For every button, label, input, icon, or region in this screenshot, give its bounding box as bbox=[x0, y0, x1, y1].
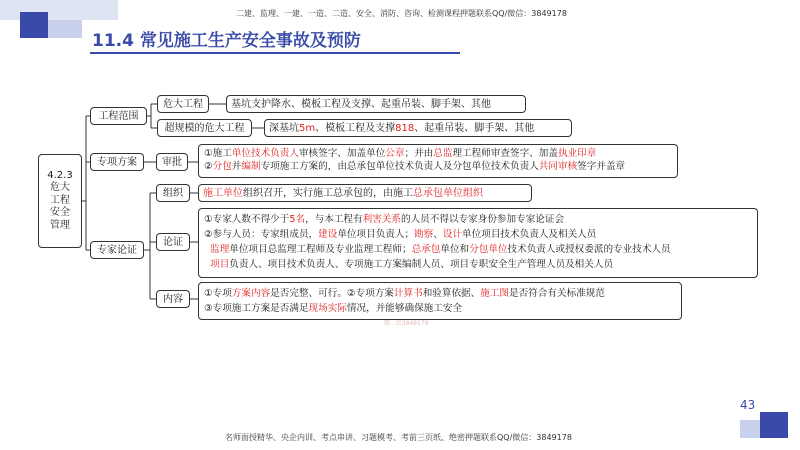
text-run: 是否完整、可行。②专项方案 bbox=[270, 288, 394, 299]
highlighted-text: 建设 bbox=[318, 229, 338, 240]
super-dangerous-content bbox=[264, 119, 572, 137]
scope-node: 工程范围 bbox=[90, 107, 147, 125]
highlighted-text: 5名 bbox=[289, 214, 306, 225]
highlighted-text: 5m bbox=[299, 122, 316, 134]
approval-content bbox=[198, 144, 678, 178]
text-run: 理工程师审查签字、加盖 bbox=[452, 148, 558, 159]
contents-line bbox=[204, 286, 676, 301]
argument-content bbox=[198, 208, 758, 278]
highlighted-text: 总监 bbox=[433, 148, 453, 159]
text-run: ② bbox=[204, 160, 213, 172]
text-run: 、模板工程及支撑 bbox=[315, 122, 396, 134]
contents-line bbox=[204, 301, 676, 316]
highlighted-text: 共同审核 bbox=[538, 160, 578, 172]
text-run: 专项施工方案的，由总承包单位技术负责人及分包单位技术负责人 bbox=[260, 160, 539, 172]
text-run: ③专项施工方案是否满足 bbox=[204, 303, 309, 314]
text-run: 的人员不得以专家身份参加专家论证会 bbox=[401, 214, 565, 225]
argument-line bbox=[204, 257, 752, 272]
highlighted-text: 施工图 bbox=[480, 288, 510, 299]
highlighted-text: 计算书 bbox=[393, 288, 423, 299]
root-label-line: 管理 bbox=[50, 219, 70, 231]
highlighted-text: 方案内容 bbox=[231, 288, 271, 299]
text-run: 负责人、项目技术负责人、专项施工方案编制人员、项目专职安全生产管理人员及相关人员 bbox=[229, 259, 614, 270]
text-run: 组织召开，实行施工总承包的，由施工 bbox=[243, 187, 413, 199]
text-run: ①施工 bbox=[204, 148, 232, 159]
highlighted-text: 利害关系 bbox=[362, 214, 401, 225]
contents-content bbox=[198, 282, 682, 320]
text-run: ②参与人员：专家组成员， bbox=[204, 229, 319, 240]
root-label-line: 工程 bbox=[50, 194, 70, 206]
argument-line bbox=[204, 242, 752, 257]
text-run: 单位项目总监理工程师及专业监理工程师； bbox=[229, 244, 412, 255]
footer-note: 名师面授精华、央企内训、考点串讲、习题模考、考前三页纸、绝密押题联系QQ/微信：3849178 bbox=[225, 433, 572, 442]
highlighted-text: 现场实际 bbox=[308, 303, 347, 314]
dangerous-works-content: 基坑支护降水、模板工程及支撑、起重吊装、脚手架、其他 bbox=[226, 95, 526, 113]
highlighted-text: 勘察 bbox=[414, 229, 434, 240]
text-run: 审核签字、加盖单位 bbox=[298, 148, 386, 159]
text-run: ①专家人数不得少于 bbox=[204, 214, 290, 225]
highlighted-text: 分包 bbox=[212, 160, 232, 172]
highlighted-text: 监理 bbox=[210, 244, 230, 255]
root-label-line: 安全 bbox=[50, 207, 70, 219]
watermark: 微...信3849178 bbox=[384, 320, 429, 327]
highlighted-text: 编制 bbox=[241, 160, 261, 172]
argument-node: 论证 bbox=[156, 233, 190, 251]
text-run: 情况，并能够确保施工安全 bbox=[346, 303, 463, 314]
super-dangerous-node: 超规模的危大工程 bbox=[157, 119, 252, 137]
text-run: 并 bbox=[231, 160, 242, 172]
text-run: 是否符合有关标准规范 bbox=[509, 288, 605, 299]
highlighted-text: 施工单位 bbox=[203, 187, 243, 199]
header-note: 二建、监理、一建、一造、二造、安全、消防、咨询、检测课程押题联系QQ/微信：3849178 bbox=[236, 9, 567, 18]
root-label-line: 危大 bbox=[50, 182, 70, 194]
review-node: 专家论证 bbox=[90, 241, 144, 259]
page-number: 43 bbox=[740, 398, 756, 412]
highlighted-text: 单位技术负责人 bbox=[231, 148, 299, 159]
text-run: 、起重吊装、脚手架、其他 bbox=[414, 122, 535, 134]
highlighted-text: 项目 bbox=[210, 259, 230, 270]
dangerous-works-node: 危大工程 bbox=[157, 95, 209, 113]
page-title: 11.4 常见施工生产安全事故及预防 bbox=[92, 31, 361, 51]
plan-node: 专项方案 bbox=[90, 153, 144, 171]
highlighted-text: 总承包 bbox=[411, 244, 441, 255]
organize-content bbox=[198, 184, 532, 202]
text-run: 和验算依据、 bbox=[422, 288, 481, 299]
text-run: 单位项目负责人； bbox=[337, 229, 415, 240]
text-run: 单位和 bbox=[440, 244, 470, 255]
contents-node: 内容 bbox=[156, 290, 190, 308]
text-run: ；并由 bbox=[404, 148, 434, 159]
text-run: ①专项 bbox=[204, 288, 232, 299]
approval-node: 审批 bbox=[156, 153, 188, 171]
approval-line bbox=[204, 161, 672, 174]
root-node bbox=[38, 154, 82, 248]
approval-line bbox=[204, 148, 672, 161]
argument-line bbox=[204, 227, 752, 242]
text-run: ，与本工程有 bbox=[305, 214, 363, 225]
text-run: 技术负责人或授权委派的专业技术人员 bbox=[507, 244, 671, 255]
highlighted-text: 818 bbox=[395, 122, 415, 134]
highlighted-text: 总承包单位组织 bbox=[413, 187, 483, 199]
root-code: 4.2.3 bbox=[47, 169, 73, 181]
organize-node: 组织 bbox=[156, 184, 190, 202]
highlighted-text: 公章 bbox=[385, 148, 405, 159]
highlighted-text: 执业印章 bbox=[557, 148, 597, 159]
text-run: 、 bbox=[433, 229, 443, 240]
argument-line bbox=[204, 212, 752, 227]
text-run: 深基坑 bbox=[269, 122, 299, 134]
text-run: 签字并盖章 bbox=[577, 160, 626, 172]
text-run: 单位项目技术负责人及相关人员 bbox=[462, 229, 597, 240]
highlighted-text: 设计 bbox=[442, 229, 463, 240]
highlighted-text: 分包单位 bbox=[469, 244, 508, 255]
